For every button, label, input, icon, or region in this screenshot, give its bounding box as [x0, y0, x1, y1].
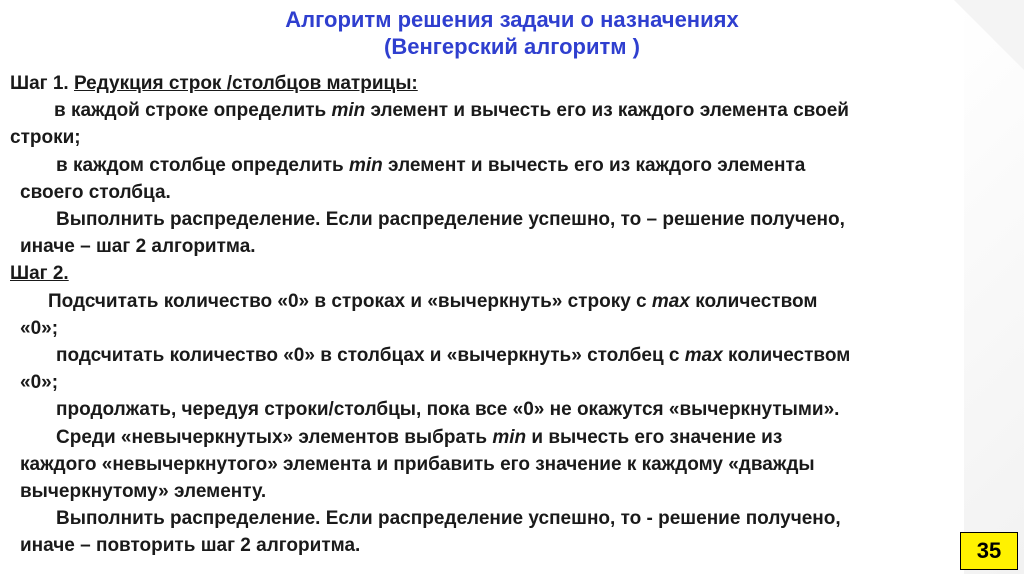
step2-distribution-line: Выполнить распределение. Если распределение успешно, то - решение получено, — [56, 508, 841, 530]
step2-distribution-cont: иначе – повторить шаг 2 алгоритма. — [20, 535, 361, 557]
page-number-badge: 35 — [960, 532, 1018, 570]
text-span: и вычесть его значение из — [526, 426, 783, 448]
max-term: max — [651, 290, 690, 312]
text-span: элемент и вычесть его из каждого элемента своей — [365, 100, 849, 122]
step1-label: Шаг 1. — [10, 73, 74, 94]
text-span: количеством — [722, 345, 851, 367]
step1-cols-cont: своего столбца. — [20, 181, 171, 203]
step2-among-cont-1: каждого «невычеркнутого» элемента и прибавить его значение к каждому «дважды — [20, 453, 815, 475]
step2-count-rows-cont: «0»; — [20, 317, 59, 339]
step2-among-cont-2: вычеркнутому» элементу. — [20, 481, 267, 503]
slide-body — [10, 70, 1000, 560]
min-term: min — [349, 154, 383, 176]
max-term: max — [684, 345, 723, 367]
step2-among-line — [10, 424, 1000, 451]
step1-title: Редукция строк /столбцов матрицы: — [73, 73, 418, 94]
step2-header: Шаг 2. — [10, 263, 69, 285]
text-span: Подсчитать количество «0» в строках и «вычеркнуть» строку с — [48, 290, 652, 312]
text-span: в каждом столбце определить — [56, 154, 349, 176]
step2-count-rows-line — [10, 288, 1000, 315]
step2-count-cols-line — [10, 342, 1000, 369]
text-span: Среди «невычеркнутых» элементов выбрать — [56, 426, 493, 448]
step1-distribution-cont: иначе – шаг 2 алгоритма. — [20, 236, 256, 258]
step1-rows-cont: строки; — [10, 127, 81, 149]
text-span: элемент и вычесть его из каждого элемента — [382, 154, 806, 176]
step2-count-cols-cont: «0»; — [20, 372, 59, 394]
title-line-2: (Венгерский алгоритм ) — [384, 34, 640, 59]
step1-cols-line — [10, 152, 1000, 179]
step1-header — [10, 70, 1000, 97]
min-term: min — [492, 426, 527, 448]
slide-title — [0, 6, 1024, 60]
title-line-1: Алгоритм решения задачи о назначениях — [285, 7, 739, 32]
text-span: в каждой строке определить — [54, 100, 332, 122]
text-span: подсчитать количество «0» в столбцах и «вычеркнуть» столбец с — [56, 345, 685, 367]
step1-distribution-line: Выполнить распределение. Если распределение успешно, то – решение получено, — [56, 209, 845, 231]
min-term: min — [331, 100, 366, 122]
step2-continue-line: продолжать, чередуя строки/столбцы, пока все «0» не окажутся «вычеркнутыми». — [56, 399, 840, 421]
step1-rows-line — [10, 97, 1000, 124]
text-span: количеством — [689, 290, 818, 312]
